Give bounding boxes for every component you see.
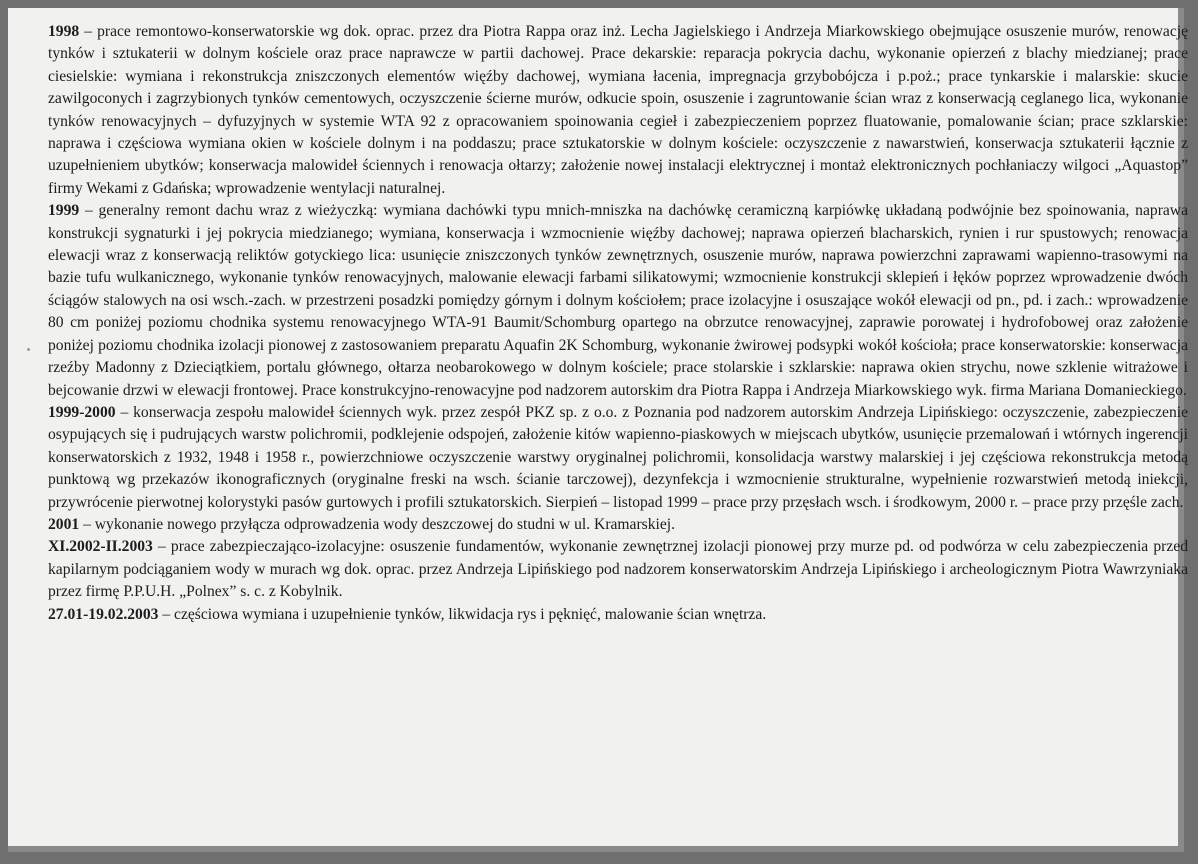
entry-year: XI.2002-II.2003 (48, 538, 153, 556)
entry-year: 1998 (48, 23, 80, 40)
paper-speck (27, 348, 30, 351)
entry-description: – prace zabezpieczająco-izolacyjne: osuszenie fundamentów, wykonanie zewnętrznej izolacji pionowej przy murze pd. od podwórza w celu zabezpieczenia przed kapilarnym podciąganiem wody w murach wg dok. oprac. przez Andrzeja Lipińskiego pod nadzorem konserwatorskim Andrzeja Lipińskiego i archeologicznym Piotra Wawrzyniaka przez firmę P.P.U.H. „Polnex” s. c. z Kobylnik. (48, 538, 1188, 601)
history-entry-2003 (48, 604, 1188, 626)
entry-year: 1999 (48, 202, 80, 220)
entry-description: – częściowa wymiana i uzupełnienie tynków, likwidacja rys i pęknięć, malowanie ścian wnętrza. (158, 605, 767, 623)
entry-description: – konserwacja zespołu malowideł ściennych wyk. przez zespół PKZ sp. z o.o. z Poznania pod nadzorem autorskim Andrzeja Lipińskiego: oczyszczenie, zabezpieczenie osypujących się i pudrujących warstw polichromii, podklejenie odspojeń, założenie kitów wapienno-piaskowych w miejscach ubytków, usunięcie przemalowań i wtórnych ingerencji konserwatorskich z 1932, 1948 i 1958 r., powierzchniowe oczyszczenie warstwy oryginalnej polichromii, konsolidacja warstwy malarskiej i jej częściowa rekonstrukcja metodą punktową wg przekazów ikonograficznych (oryginalne freski na wsch. ścianie tarczowej), dezynfekcja i wzmocnienie strukturalne, wypełnienie rozwarstwień metodą iniekcji, przywrócenie pierwotnej kolorystyki pasów gurtowych i profili sztukatorskich. Sierpień – listopad 1999 – prace przy przęsłach wsch. i środkowym, 2000 r. – prace przy przęśle zach. (48, 403, 1188, 511)
history-entry-1999-2000 (48, 402, 1188, 514)
entry-year: 1999-2000 (48, 403, 116, 421)
history-entry-2001 (48, 514, 1188, 536)
document-page (8, 8, 1188, 852)
history-entry-2002-2003 (48, 536, 1188, 603)
entry-description: – generalny remont dachu wraz z wieżyczką: wymiana dachówki typu mnich-mniszka na dachówkę ceramiczną karpiówkę układaną podwójnie bez spoinowania, naprawa konstrukcji sygnaturki i jej pokrycia miedzianego; wymiana, konserwacja i wzmocnienie więźby dachowej; naprawa opierzeń blacharskich, rynien i rur spustowych; renowacja elewacji wraz z konserwacją reliktów gotyckiego lica: usunięcie zniszczonych tynków zewnętrznych, osuszenie murów, naprawa powierzchni zaprawami wapienno-trasowymi na bazie tufu wulkanicznego, wykonanie tynków renowacyjnych, malowanie elewacji farbami silikatowymi; wzmocnienie konstrukcji sklepień i łęków poprzez wprowadzenie dwóch ściągów stalowych na osi wsch.-zach. w przestrzeni posadzki pomiędzy górnym i dolnym kościołem; prace izolacyjne i osuszające wokół elewacji od pn., pd. i zach.: wprowadzenie 80 cm poniżej poziomu chodnika systemu renowacyjnego WTA-91 Baumit/Schomburg opartego na obrzutce renowacyjnej, zaprawie porowatej i hydrofobowej oraz założenie poniżej poziomu chodnika izolacji pionowej z zastosowaniem preparatu Aquafin 2K Schomburg, wykonanie żwirowej podsypki wokół kościoła; prace konserwatorskie: konserwacja rzeźby Madonny z Dzieciątkiem, portalu głównego, ołtarza neobarokowego w dolnym kościele; prace stolarskie i szklarskie: naprawa okien strychu, nowe szklenie witrażowe i bejcowanie drzwi w elewacji frontowej. Prace konstrukcyjno-renowacyjne pod nadzorem autorskim dra Piotra Rappa i Andrzeja Miarkowskiego wyk. firma Mariana Domanieckiego. (48, 202, 1188, 399)
conservation-history-text (48, 21, 1188, 626)
entry-description: – prace remontowo-konserwatorskie wg dok. oprac. przez dra Piotra Rappa oraz inż. Lecha Jagielskiego i Andrzeja Miarkowskiego obejmujące osuszenie murów, renowację tynków i sztukaterii w dolnym kościele oraz prace naprawcze w partii dachowej. Prace dekarskie: reparacja pokrycia dachu, wykonanie opierzeń z blachy miedzianej; prace ciesielskie: wymiana i rekonstrukcja zniszczonych elementów więźby dachowej, wymiana łacenia, impregnacja grzybobójcza i p.poż.; prace tynkarskie i malarskie: skucie zawilgoconych i zagrzybionych tynków cementowych, oczyszczenie ścierne murów, odkucie spoin, osuszenie i zagruntowanie ścian wraz z konserwacją ceglanego lica, wykonanie tynków renowacyjnych – dyfuzyjnych w systemie WTA 92 z opracowaniem spoinowania cegieł i zabezpieczeniem poprzez fluatowanie, pomalowanie ścian; prace szklarskie: naprawa i częściowa wymiana okien w kościele dolnym i na poddaszu; prace sztukatorskie w dolnym kościele: oczyszczenie z nawarstwień, konserwacja sztukaterii łącznie z uzupełnieniem ubytków; konserwacja malowideł ściennych i renowacja ołtarzy; założenie nowej instalacji elektrycznej i montaż elektronicznych pochłaniaczy wilgoci „Aquastop” firmy Wekami z Gdańska; wprowadzenie wentylacji naturalnej. (48, 23, 1188, 197)
entry-description: – wykonanie nowego przyłącza odprowadzenia wody deszczowej do studni w ul. Kramarskiej. (79, 515, 676, 533)
history-entry-1999 (48, 200, 1188, 402)
history-entry-1998 (48, 21, 1188, 200)
entry-year: 2001 (48, 515, 80, 533)
entry-year: 27.01-19.02.2003 (48, 605, 159, 623)
